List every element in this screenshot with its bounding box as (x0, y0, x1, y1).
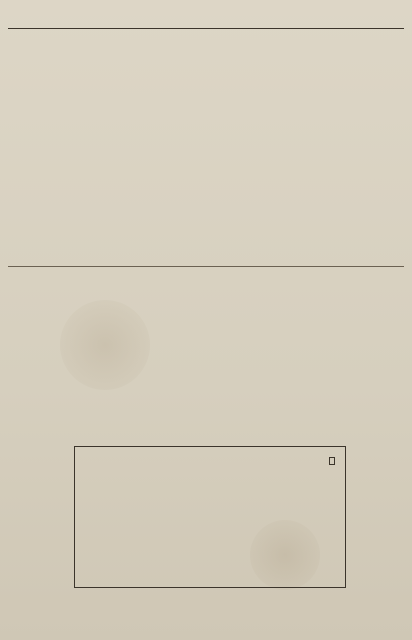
boxed-article (74, 446, 346, 588)
box-title (329, 457, 335, 465)
page-header (8, 6, 404, 29)
section-divider (8, 266, 404, 267)
paper-stain (60, 300, 150, 390)
